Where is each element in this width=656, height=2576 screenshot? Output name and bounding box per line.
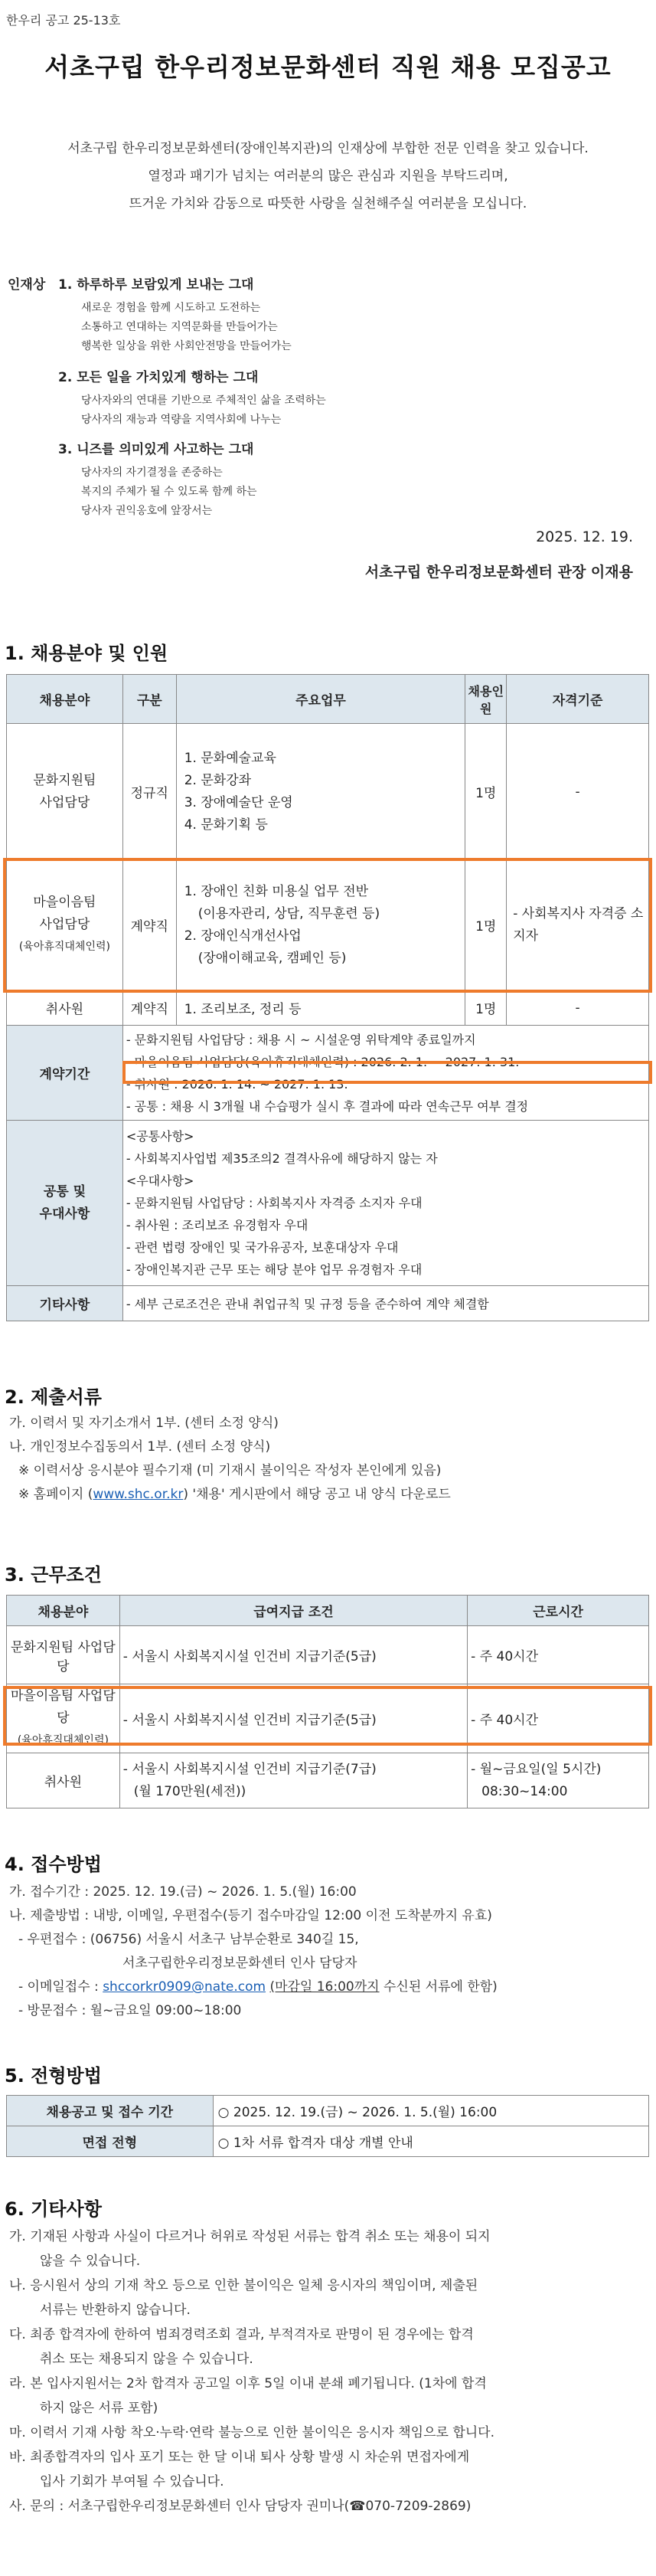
duty-line: 2. 장애인식개선사업 [184,928,302,944]
note-line: 나. 응시원서 상의 기재 착오 등으로 인한 불이익은 일체 응시자의 책임이며, 제출된 [9,2278,478,2293]
talent-item [58,438,257,521]
common-line: - 사회복지사업법 제35조의2 결격사유에 해당하지 않는 자 [126,1151,438,1166]
type-cell: 계약직 [122,860,176,990]
receipt-line [18,1975,498,1995]
duty-line: (이용자관리, 상담, 직무훈련 등) [197,905,380,921]
contract-line: - 마을이음팀 사업담당(육아휴직대체인력) : 2026. 2. 1. ~ 2027. 1. 31. [126,1054,520,1069]
note-line: 않을 수 있습니다. [40,2254,141,2269]
link-prefix: ※ 홈페이지 ( [18,1487,93,1502]
table-row [7,1684,649,1753]
count-cell: 1명 [465,990,507,1026]
link-suffix: ) '채용' 게시판에서 해당 공고 내 양식 다운로드 [183,1487,451,1502]
common-line: <우대사항> [126,1173,194,1188]
duty-line: 2. 문화강좌 [184,772,252,788]
field-note: (육아휴직대체인력) [18,941,110,953]
duties-cell: 1. 조리보조, 정리 등 [176,990,465,1026]
intro-line: 뜨거운 가치와 감동으로 따뜻한 사랑을 실천해주실 여러분을 모십니다. [129,196,527,211]
email-link[interactable]: shccorkr0909@nate.com [103,1979,266,1995]
receipt-line: 가. 접수기간 : 2025. 12. 19.(금) ~ 2026. 1. 5.(월) 16:00 [9,1884,357,1900]
talent-line: 당사자 권익옹호에 앞장서는 [81,505,213,517]
table-row [7,2126,649,2157]
field-name: 마을이음팀 사업담당 [33,895,96,932]
table-row [7,724,649,860]
email-deadline: (마감일 16:00까지 [269,1979,380,1995]
contract-label: 계약기간 [7,1026,123,1121]
sign-name: 서초구립 한우리정보문화센터 관장 이재용 [364,564,633,581]
doc-line: ※ 이력서상 응시분야 필수기재 (미 기재시 불이익은 작성자 본인에게 있음) [18,1463,442,1478]
etc-row [7,1286,649,1321]
common-line: <공통사항> [126,1129,194,1144]
talent-title: 3. 니즈를 의미있게 사고하는 그대 [58,442,254,457]
field-cell [7,1684,120,1753]
selection-table [6,2095,649,2157]
etc-label: 기타사항 [7,1286,123,1321]
note-line: 가. 기재된 사항과 사실이 다르거나 허위로 작성된 서류는 합격 취소 또는 채용이 되지 [9,2229,491,2244]
type-cell: 계약직 [122,990,176,1026]
section-6-heading: 6. 기타사항 [5,2198,102,2220]
note-line: 다. 최종 합격자에 한하여 범죄경력조회 결과, 부적격자로 판명이 된 경우에는 합격 [9,2327,474,2342]
col-header: 급여지급 조건 [119,1596,467,1626]
table-row [7,860,649,990]
contract-line: - 공통 : 채용 시 3개월 내 수습평가 실시 후 결과에 따라 연속근무 여부 결정 [126,1098,529,1114]
section-5-heading: 5. 전형방법 [5,2065,102,2087]
receipt-line: - 방문접수 : 월~금요일 09:00~18:00 [18,2003,242,2018]
intro [0,135,656,218]
duties-cell [176,860,465,990]
note-line: 바. 최종합격자의 입사 포기 또는 한 달 이내 퇴사 상황 발생 시 차순위 면접자에게 [9,2450,470,2465]
table-row [7,990,649,1026]
page-title: 서초구립 한우리정보문화센터 직원 채용 모집공고 [44,52,612,82]
common-line: - 취사원 : 조리보조 유경험자 우대 [126,1218,308,1232]
count-cell: 1명 [465,724,507,860]
field-cell: 문화지원팀 사업담당 [7,724,123,860]
talent-line: 당사자의 자기결정을 존중하는 [81,466,223,479]
col-header: 근로시간 [468,1596,649,1626]
field-name: 마을이음팀 사업담당 [11,1688,116,1726]
note-line: 취소 또는 채용되지 않을 수 있습니다. [40,2352,253,2367]
section-2-heading: 2. 제출서류 [5,1386,102,1408]
doc-line: 가. 이력서 및 자기소개서 1부. (센터 소정 양식) [9,1416,279,1431]
row-label: 채용공고 및 접수 기간 [7,2096,214,2126]
pay-cell: - 서울시 사회복지시설 인건비 지급기준(5급) [119,1684,467,1753]
conditions-table [6,1595,649,1808]
duty-line: 4. 문화기획 등 [184,817,268,833]
talent-label: 인재상 [8,277,46,293]
note-line: 마. 이력서 기재 사항 착오·누락·연락 불능으로 인한 불이익은 응시자 책임으로 합니다. [9,2425,495,2440]
pay-cell [119,1753,467,1808]
pay-line: (월 170만원(세전)) [133,1783,246,1799]
common-line: - 관련 법령 장애인 및 국가유공자, 보훈대상자 우대 [126,1240,399,1255]
recruitment-table [6,674,649,1321]
hours-line: 08:30~14:00 [481,1783,568,1799]
table-row [7,1753,649,1808]
receipt-line: - 우편접수 : (06756) 서울시 서초구 남부순환로 340길 15, [18,1932,359,1947]
notes-list [9,2224,494,2519]
col-header: 구분 [122,675,176,724]
count-cell: 1명 [465,860,507,990]
talent-line: 행복한 일상을 위한 사회안전망을 만들어가는 [81,340,292,352]
field-cell: 취사원 [7,990,123,1026]
row-value: ○ 2025. 12. 19.(금) ~ 2026. 1. 5.(월) 16:00 [213,2096,648,2126]
intro-line: 열정과 패기가 넘치는 여러분의 많은 관심과 지원을 부탁드리며, [148,169,508,184]
contract-cell [122,1026,648,1121]
talent-line: 소통하고 연대하는 지역문화를 만들어가는 [81,321,278,333]
type-cell: 정규직 [122,724,176,860]
note-line: 서류는 반환하지 않습니다. [40,2303,191,2318]
talent-title: 2. 모든 일을 가치있게 행하는 그대 [58,370,259,385]
col-header: 자격기준 [507,675,649,724]
pay-cell: - 서울시 사회복지시설 인건비 지급기준(5급) [119,1626,467,1684]
note-line: 입사 기회가 부여될 수 있습니다. [40,2474,224,2489]
col-header: 채용분야 [7,1596,120,1626]
contract-row [7,1026,649,1121]
note-line: 하지 않은 서류 포함) [40,2401,158,2416]
sign-date: 2025. 12. 19. [536,529,633,545]
email-suffix: 수신된 서류에 한함) [379,1979,498,1995]
qual-cell: - [507,724,649,860]
contract-line: - 취사원 : 2026. 1. 14. ~ 2027. 1. 13. [126,1076,348,1092]
talent-line: 복지의 주체가 될 수 있도록 함께 하는 [81,486,257,498]
common-line: - 장애인복지관 근무 또는 해당 분야 업무 유경험자 우대 [126,1262,423,1277]
email-prefix: - 이메일접수 : [18,1979,103,1995]
talent-item [58,273,292,356]
field-cell: 문화지원팀 사업담당 [7,1626,120,1684]
talent-line: 당사자의 재능과 역량을 지역사회에 나누는 [81,414,282,426]
talent-line: 당사자와의 연대를 기반으로 주체적인 삶을 조력하는 [81,394,326,407]
duty-line: (장애이해교육, 캠페인 등) [197,950,347,966]
doc-line: 나. 개인정보수집동의서 1부. (센터 소정 양식) [9,1439,271,1455]
duties-cell [176,724,465,860]
field-cell [7,860,123,990]
doc-line [18,1483,451,1502]
duty-line: 1. 문화예술교육 [184,750,276,766]
section-1-heading: 1. 채용분야 및 인원 [5,643,168,664]
hours-cell: - 주 40시간 [468,1626,649,1684]
duty-line: 1. 장애인 친화 미용실 업무 전반 [184,883,369,899]
col-header: 주요업무 [176,675,465,724]
col-header: 채용분야 [7,675,123,724]
notice-number: 한우리 공고 25-13호 [6,13,121,28]
section-3-heading: 3. 근무조건 [5,1564,102,1586]
section-4-heading: 4. 접수방법 [5,1854,102,1875]
row-value: ○ 1차 서류 합격자 대상 개별 안내 [213,2126,648,2157]
homepage-link[interactable]: www.shc.or.kr [93,1487,184,1502]
qual-cell: - [507,990,649,1026]
note-line: 사. 문의 : 서초구립한우리정보문화센터 인사 담당자 권미나(☎070-7209-2869) [9,2499,472,2514]
receipt-line: 서초구립한우리정보문화센터 인사 담당자 [122,1956,357,1971]
talent-title: 1. 하루하루 보람있게 보내는 그대 [58,277,254,293]
intro-line: 서초구립 한우리정보문화센터(장애인복지관)의 인재상에 부합한 전문 인력을 찾고 있습니다. [67,141,589,156]
hours-cell [468,1753,649,1808]
talent-item [58,366,326,430]
field-cell: 취사원 [7,1753,120,1808]
table-row [7,2096,649,2126]
etc-cell: - 세부 근로조건은 관내 취업규칙 및 규정 등을 준수하여 계약 체결함 [122,1286,648,1321]
common-row [7,1121,649,1286]
common-line: - 문화지원팀 사업담당 : 사회복지사 자격증 소지자 우대 [126,1196,423,1210]
receipt-line: 나. 제출방법 : 내방, 이메일, 우편접수(등기 접수마감일 12:00 이전 도착분까지 유효) [9,1908,492,1923]
table-row [7,1626,649,1684]
pay-line: - 서울시 사회복지시설 인건비 지급기준(7급) [122,1761,377,1777]
hours-cell: - 주 40시간 [468,1684,649,1753]
field-note: (육아휴직대체인력) [17,1734,109,1746]
col-header: 채용인원 [465,675,507,724]
hours-line: - 월~금요일(일 5시간) [471,1761,602,1777]
qual-cell: - 사회복지사 자격증 소지자 [507,860,649,990]
row-label: 면접 전형 [7,2126,214,2157]
contract-line: - 문화지원팀 사업담당 : 채용 시 ~ 시설운영 위탁계약 종료일까지 [126,1032,476,1047]
common-cell [122,1121,648,1286]
talent-line: 새로운 경험을 함께 시도하고 도전하는 [81,302,261,314]
duty-line: 3. 장애예술단 운영 [184,794,293,810]
common-label: 공통 및 우대사항 [7,1121,123,1286]
note-line: 라. 본 입사지원서는 2차 합격자 공고일 이후 5일 이내 분쇄 폐기됩니다. (1차에 합격 [9,2376,487,2391]
